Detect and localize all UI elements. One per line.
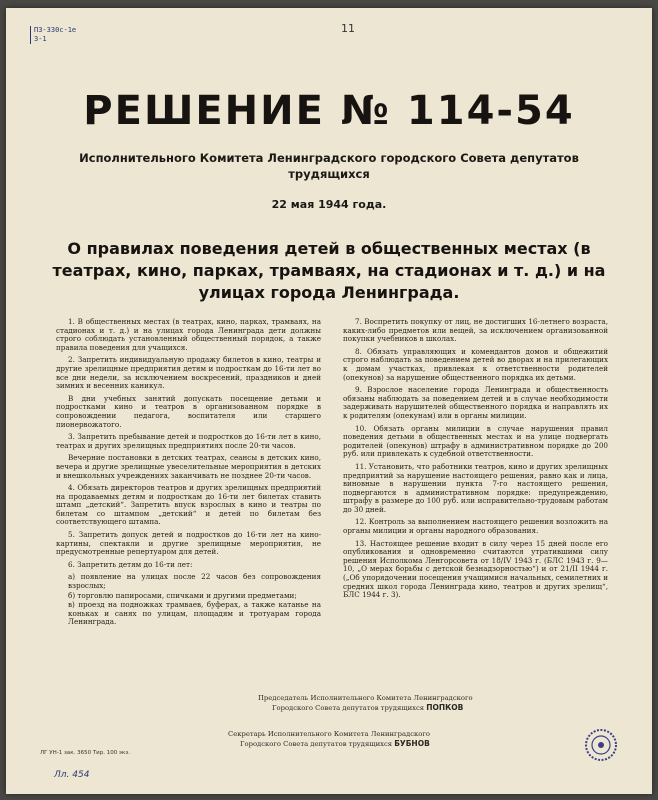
chair-name: ПОПКОВ bbox=[426, 703, 464, 712]
paragraph: 2. Запретить индивидуальную продажу билетов в кино, театры и другие зрелищные предприятия детям и подросткам до 16-ти лет во все дни недели, за исключением воскресений, праздников и дней зимних и весенних каникул. bbox=[56, 355, 321, 391]
archive-top-mark: 11 bbox=[341, 22, 355, 35]
decision-body bbox=[56, 318, 608, 628]
paragraph: 7. Воспретить покупку от лиц, не достигших 16-летнего возраста, каких-либо предметов или вещей, за исключением организованной покупки учебников в школах. bbox=[343, 317, 608, 344]
paragraph: 5. Запретить допуск детей и подростков до 16-ти лет на кино-картины, спектакли и другие зрелищные мероприятия, не предусмотренные репертуаром для детей. bbox=[56, 530, 321, 557]
left-column bbox=[56, 318, 321, 628]
corner-stamp-line: ПЗ-330с-1е bbox=[34, 26, 77, 34]
paragraph: 1. В общественных местах (в театрах, кино, парках, трамваях, на стадионах и т. д.) и на улицах города Ленинграда дети должны строго соблюдать установленный общественный порядок, а также правила поведения для учащихся. bbox=[56, 317, 321, 352]
archive-corner-stamp bbox=[30, 26, 76, 44]
archive-round-stamp-icon bbox=[584, 728, 618, 762]
paragraph: 8. Обязать управляющих и комендантов домов и общежитий строго наблюдать за поведением детей во дворах и на прилегающих к домам участках, привлекая к ответственности родителей (опекунов) за нарушение общественного порядка их детьми. bbox=[343, 346, 608, 382]
paragraph: 10. Обязать органы милиции в случае нарушения правил поведения детьми в общественных местах и на улице подвергать родителей (опекунов) штрафу в административном порядке до 200 руб. или привлекать к судебной ответственности. bbox=[343, 423, 608, 459]
secretary-title-line: Городского Совета депутатов трудящихся bbox=[240, 740, 393, 748]
paragraph: Вечерние постановки в детских театрах, сеансы в детских кино, вечера и другие зрелищные увеселительные мероприятия в детских и внешкольных учреждениях заканчивать не позднее 20-ти часов. bbox=[56, 453, 321, 480]
chair-title-line: Председатель Исполнительного Комитета Ленинградского bbox=[258, 694, 473, 702]
decision-subject: О правилах поведения детей в общественных местах (в театрах, кино, парках, трамваях, на стадионах и т. д.) и на улицах города Ленинграда. bbox=[52, 239, 606, 302]
secretary-name: БУБНОВ bbox=[394, 739, 430, 748]
archive-sheet-mark: Лл. 454 bbox=[54, 770, 90, 780]
poster-sheet bbox=[6, 8, 652, 794]
print-info: ЛГ УН-1 зак. 3650 Тир. 100 экз. bbox=[40, 750, 130, 756]
issuer-line: Исполнительного Комитета Ленинградского городского Совета депутатов трудящихся bbox=[79, 151, 579, 181]
decision-title: РЕШЕНИЕ № 114-54 bbox=[83, 88, 575, 134]
paragraph: 9. Взрослое население города Ленинграда и общественность обязаны наблюдать за поведением детей и в случае необходимости задерживать нарушителей общественного порядка и направлять их к родителям (опекунам) или в органы милиции. bbox=[343, 385, 608, 420]
secretary-signature bbox=[228, 730, 430, 749]
decision-date: 22 мая 1944 года. bbox=[271, 198, 387, 211]
chair-title-line: Городского Совета депутатов трудящихся bbox=[272, 704, 425, 712]
sub-item: б) торговлю папиросами, спичками и другими предметами; bbox=[68, 590, 297, 600]
chair-signature bbox=[258, 694, 473, 713]
secretary-title-line: Секретарь Исполнительного Комитета Ленинградского bbox=[228, 730, 430, 738]
paragraph: 12. Контроль за выполнением настоящего решения возложить на органы милиции и органы народного образования. bbox=[343, 517, 608, 536]
paragraph: 3. Запретить пребывание детей и подростков до 16-ти лет в кино, театрах и других зрелищных предприятиях после 20-ти часов. bbox=[56, 432, 321, 450]
sub-item: в) проезд на подножках трамваев, буферах, а также катанье на коньках и санях по улицам, площадям и тротуарам города Ленинграда. bbox=[68, 600, 321, 627]
paragraph: 11. Установить, что работники театров, кино и других зрелищных предприятий за нарушение настоящего решения, равно как и лица, виновные в нарушении пункта 7-го настоящего решения, подвергаются в административном порядке: предупреждению, штрафу в размере до 100 руб. или исправительно-трудовым работам до 30 дней. bbox=[343, 461, 608, 514]
right-column bbox=[343, 318, 608, 628]
paragraph: В дни учебных занятий допускать посещение детьми и подростками кино и театров в организованном порядке в сопровождении педагога, воспитателя или старшего пионервожатого. bbox=[56, 393, 321, 429]
paragraph: 6. Запретить детям до 16-ти лет: bbox=[68, 559, 193, 569]
paragraph: 4. Обязать директоров театров и других зрелищных предприятий на продаваемых детям и подросткам до 16-ти лет билетах ставить штамп „детский“. Запретить впуск взрослых в кино и театры по билетам со штампом „детский“ и детей по билетам без соответствующего штампа. bbox=[56, 483, 321, 527]
sub-item: а) появление на улицах после 22 часов без сопровождения взрослых; bbox=[68, 572, 321, 591]
corner-stamp-line: 3-1 bbox=[34, 35, 47, 43]
paragraph: 13. Настоящее решение входит в силу через 15 дней после его опубликования и одновременно считаются утратившими силу решения Исполкома Ленгорсовета от 18/IV 1943 г. (БЛС 1943 г. 9—10, „О мерах борьбы с детской безнадзорностью“) и от 21/II 1944 г. („Об упорядочении посещения учащимися начальных, семилетних и средних школ города Ленинграда кино, театров и других зрелищ“, БЛС 1944 г. 3). bbox=[343, 538, 608, 600]
